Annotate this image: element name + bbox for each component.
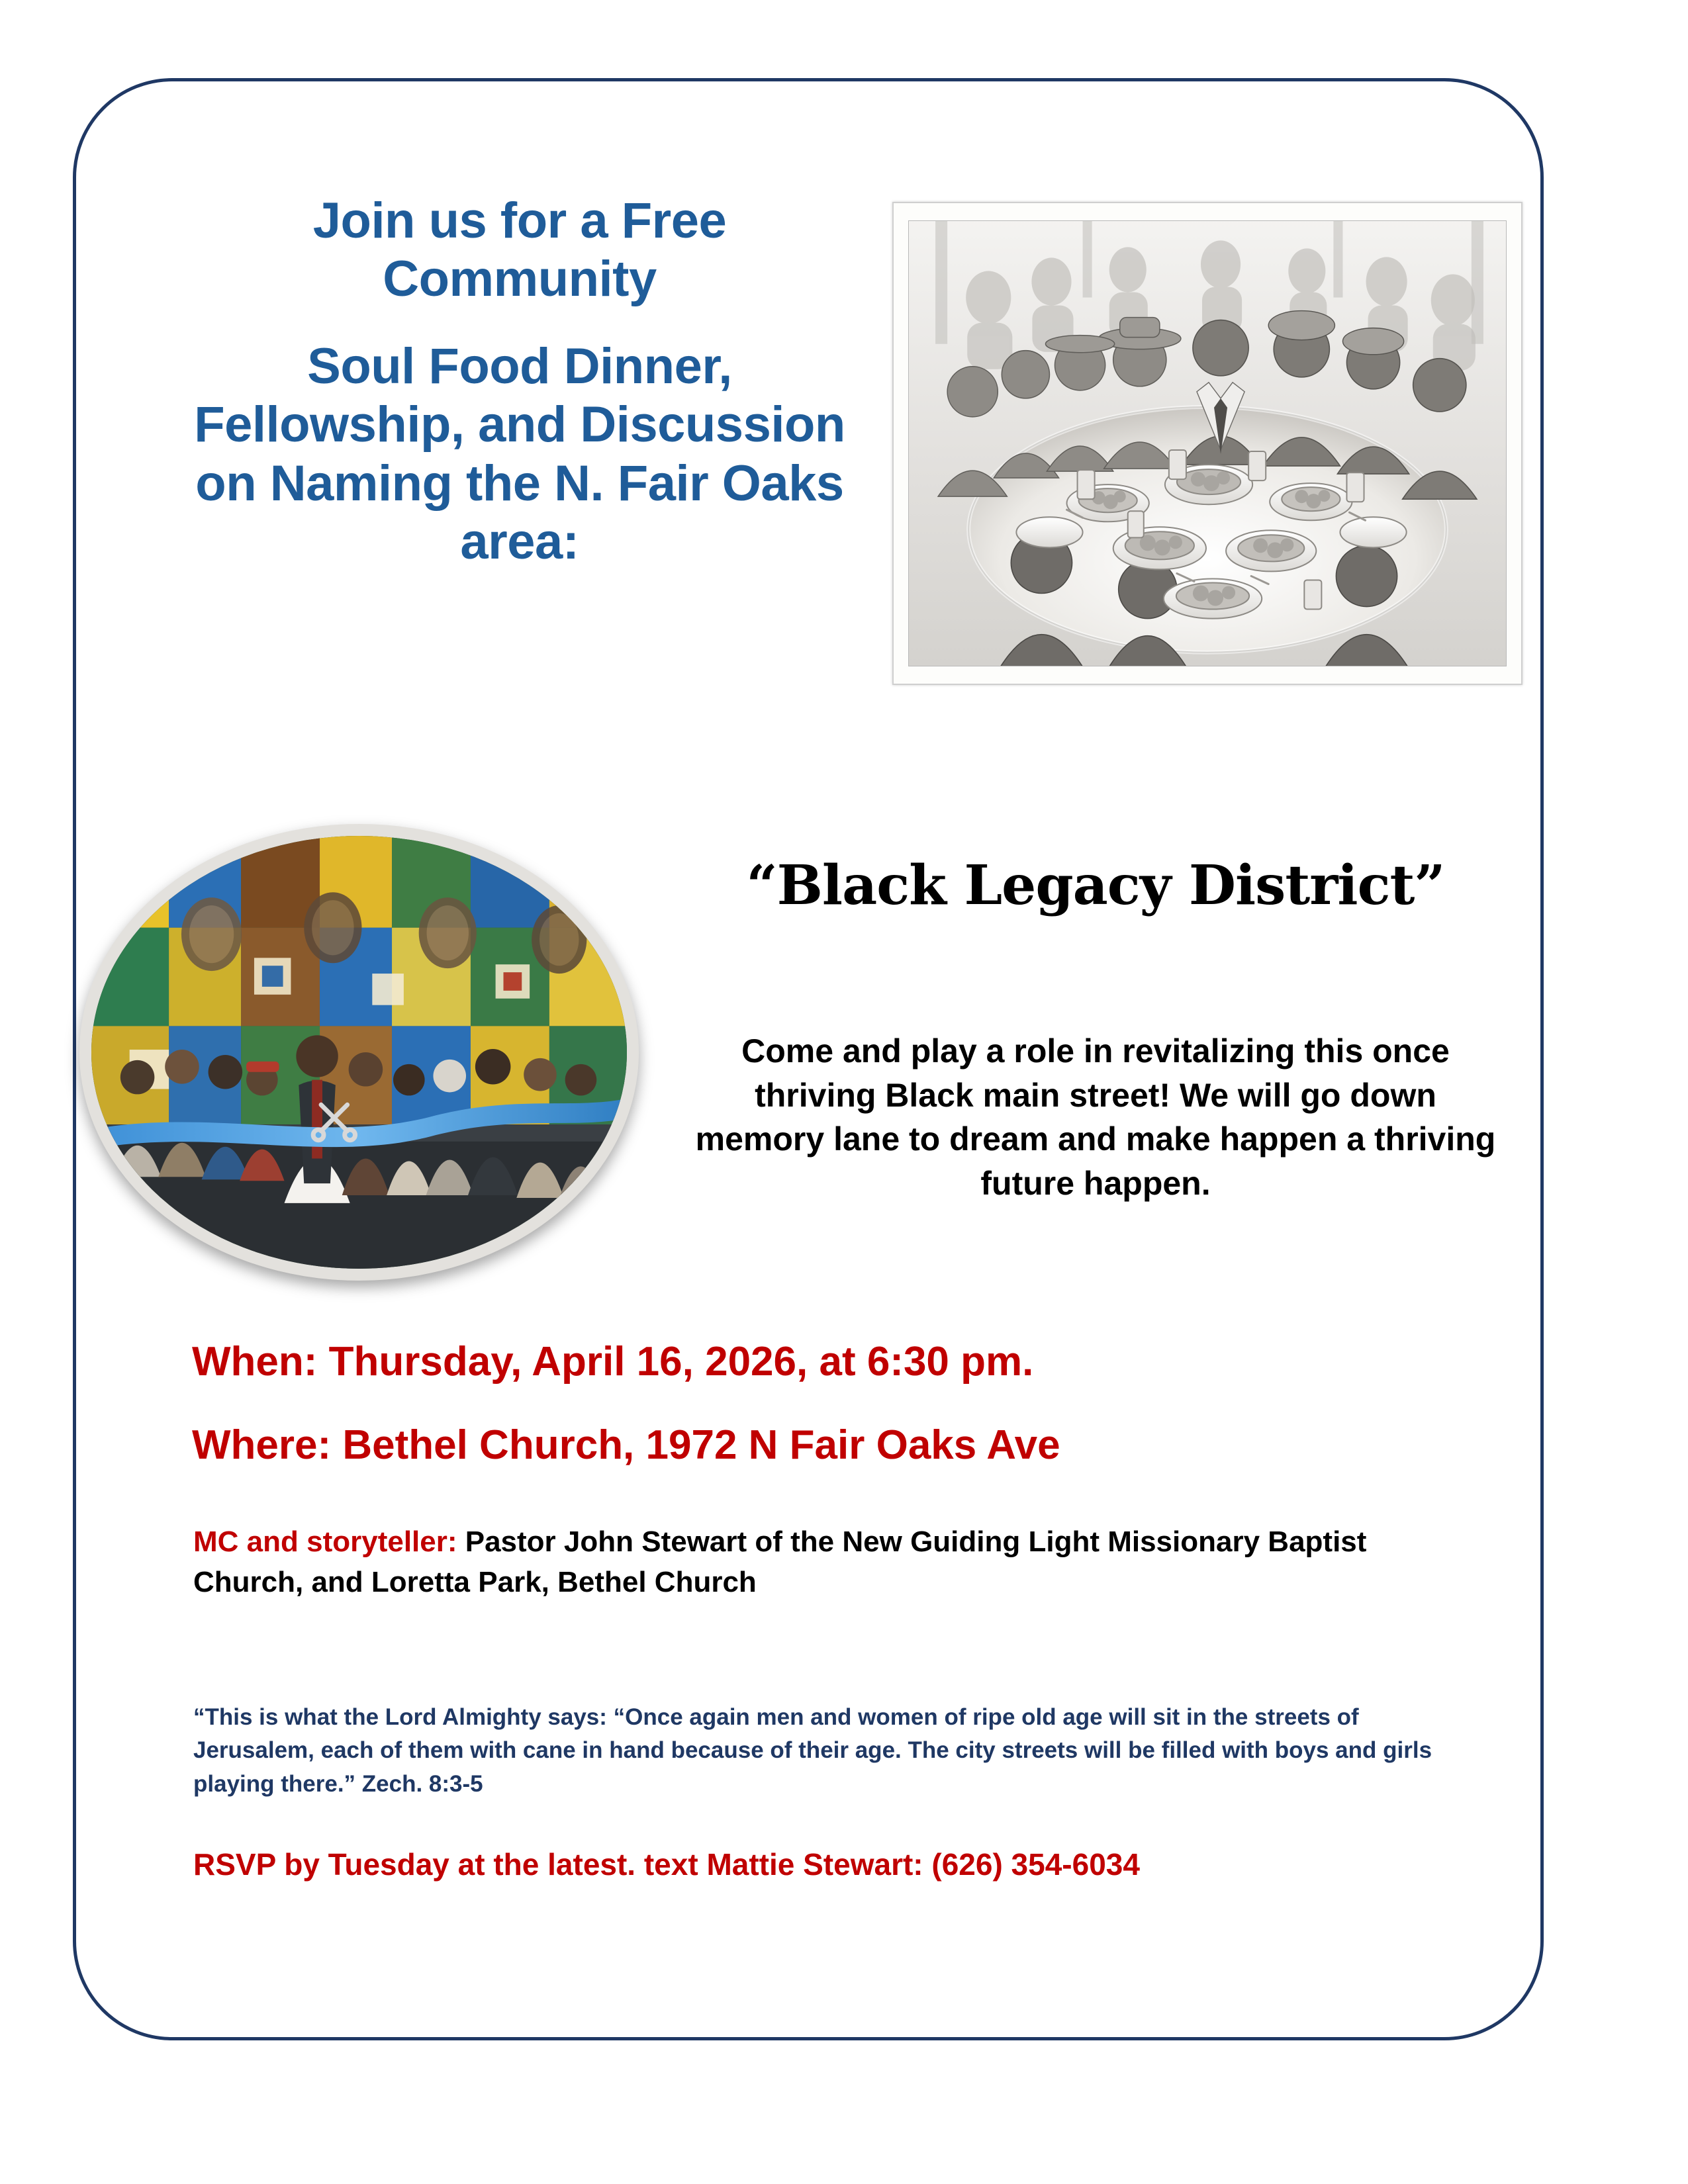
dinner-photo-frame — [892, 202, 1523, 685]
ribbon-cutting-photo-frame — [79, 824, 639, 1281]
headline-line-2: Soul Food Dinner, Fellowship, and Discussion on Naming the N. Fair Oaks area: — [194, 338, 845, 570]
mc-label: MC and storyteller: — [193, 1525, 457, 1558]
event-where: Where: Bethel Church, 1972 N Fair Oaks Ave — [192, 1422, 1060, 1468]
scripture-quote: “This is what the Lord Almighty says: “Once again men and women of ripe old age will sit in the streets of Jerusalem, each of them with cane in hand because of their age. The city streets will be filled with boys and girls playing there.” Zech. 8:3-5 — [193, 1704, 1432, 1797]
district-title: “Black Legacy District” — [746, 854, 1445, 917]
ribbon-cutting-photo-image — [79, 824, 639, 1281]
mc-block — [193, 1522, 1451, 1602]
district-description: Come and play a role in revitalizing this once thriving Black main street! We will go down memory lane to dream and make happen a thriving future happen. — [695, 1032, 1496, 1202]
dinner-photo-illustration — [909, 221, 1506, 666]
dinner-photo-image — [908, 220, 1507, 666]
mc-text: Pastor John Stewart of the New Guiding Light Missionary Baptist Church, and Loretta Park, Bethel Church — [193, 1525, 1367, 1598]
ribbon-cutting-illustration — [91, 836, 627, 1269]
headline-line-1: Join us for a Free Community — [312, 193, 727, 308]
page-title — [192, 192, 847, 571]
rsvp-line: RSVP by Tuesday at the latest. text Mattie Stewart: (626) 354-6034 — [193, 1847, 1140, 1882]
event-when: When: Thursday, April 16, 2026, at 6:30 pm. — [192, 1339, 1034, 1385]
